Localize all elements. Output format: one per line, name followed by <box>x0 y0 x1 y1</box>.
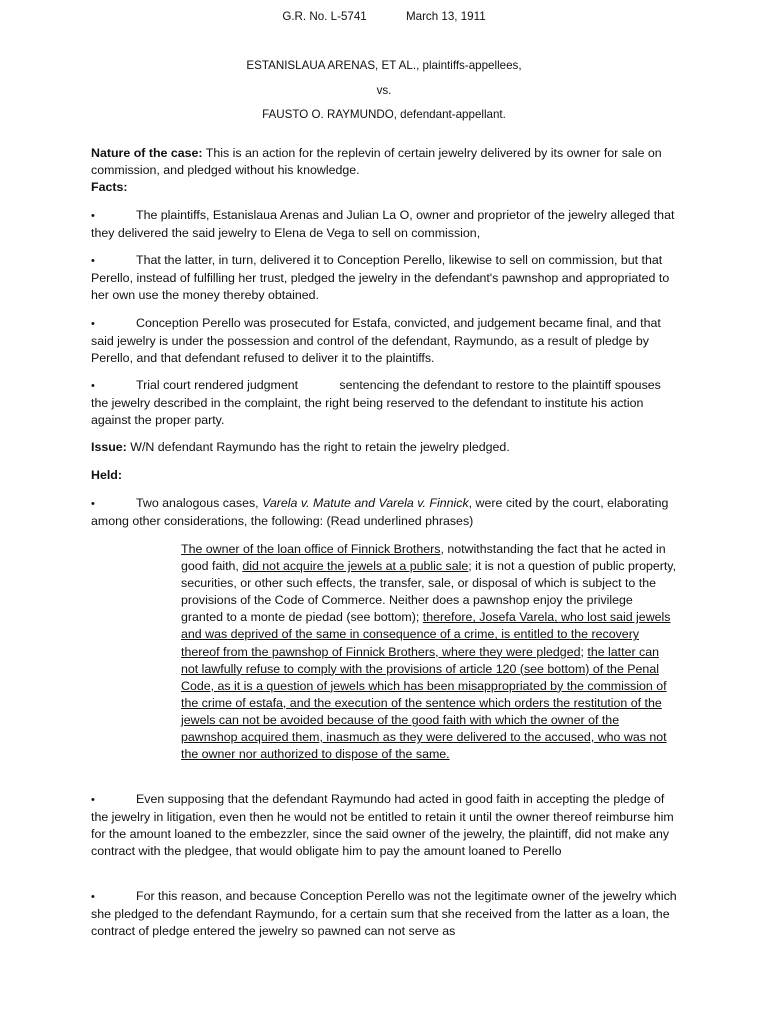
nature-text: This is an action for the replevin of certain jewelry delivered by its owner for sale on commission, and pledged without his knowledge. <box>91 146 662 177</box>
bullet-icon <box>91 315 136 333</box>
held-intro-text: Two analogous cases, <box>136 496 263 510</box>
defendant-line: FAUSTO O. RAYMUNDO, defendant-appellant. <box>262 108 506 121</box>
fact-item-3 <box>91 315 681 367</box>
fact-item-2 <box>91 252 681 304</box>
bullet-icon <box>91 207 136 225</box>
fact-item-1 <box>91 207 681 242</box>
held-intro-text: , were cited by the court, elaborating among other considerations, the following: (Read underlined phrases) <box>91 496 669 528</box>
bullet-icon <box>91 377 136 395</box>
fact-item-4 <box>91 377 681 429</box>
held-heading <box>91 467 681 484</box>
nature-paragraph <box>91 145 681 196</box>
cited-cases: Varela v. Matute and Varela v. Finnick <box>262 496 469 510</box>
underlined-phrase: The owner of the loan office of Finnick Brothers <box>181 542 441 556</box>
bullet-icon <box>91 888 136 906</box>
bullet-icon <box>91 252 136 270</box>
underlined-phrase: the latter can not lawfully refuse to comply with the provisions of article 120 (see bottom) of the Penal Code, as it is a question of jewels which has been misappropriated by the commission of the crime of estafa, and the execution of the sentence which orders the restitution of the jewels can not be avoided because of the good faith with which the owner of the pawnshop acquired them, inasmuch as they were delivered to the accused, who was not the owner nor authorized to dispose of the same. <box>181 644 667 762</box>
underlined-phrase: therefore, Josefa Varela, who lost said jewels and was deprived of the same in consequence of a crime, is entitled to the recovery thereof from the pawnshop of Finnick Brothers, where they were pledged <box>181 610 671 659</box>
held-item-1 <box>91 791 681 860</box>
held-item-2 <box>91 888 681 940</box>
issue-label: Issue: <box>91 440 127 454</box>
quote-text: , notwithstanding the fact that he acted in good faith, <box>181 542 666 574</box>
versus-line: vs. <box>376 84 392 97</box>
issue-paragraph <box>91 439 681 456</box>
bullet-icon <box>91 791 136 809</box>
held-text: For this reason, and because Conception Perello was not the legitimate owner of the jewelry which she pledged to the defendant Raymundo, for a certain sum that she received from the latter as a loan, the contract of pledge entered the jewelry so pawned can not serve as <box>91 889 677 938</box>
fact-text: Trial court rendered judgment sentencing the defendant to restore to the plaintiff spouses the jewelry described in the complaint, the right being reserved to the defendant to institute his action against the proper party. <box>91 378 665 427</box>
held-intro <box>91 495 681 530</box>
issue-text: W/N defendant Raymundo has the right to retain the jewelry pledged. <box>126 440 510 454</box>
facts-label: Facts: <box>91 180 128 194</box>
held-label: Held: <box>91 468 122 482</box>
fact-text: Conception Perello was prosecuted for Estafa, convicted, and judgement became final, and that said jewelry is under the possession and control of the defendant, Raymundo, as a result of pledge by Perello, and that defendant refused to deliver it to the plaintiffs. <box>91 316 661 365</box>
bullet-icon <box>91 495 136 513</box>
case-date: March 13, 1911 <box>405 10 486 23</box>
quoted-passage <box>181 541 677 763</box>
held-text: Even supposing that the defendant Raymundo had acted in good faith in accepting the pledge of the jewelry in litigation, even then he would not be entitled to retain it until the owner thereof reimburse him for the amount loaned to the embezzler, since the said owner of the jewelry, the plaintiff, did not make any contract with the pledgee, that would obligate him to pay the amount loaned to Perello <box>91 792 674 858</box>
case-header <box>0 8 768 25</box>
quote-text: ; <box>580 644 588 659</box>
quote-text: ; it is not a question of public property, securities, or other such effects, the transfer, sale, or disposal of which is subject to the provisions of the Code of Commerce. Neither does a pawnshop enjoy the privilege granted to a monte de piedad (see bottom); <box>181 559 677 625</box>
plaintiffs-line: ESTANISLAUA ARENAS, ET AL., plaintiffs-appellees, <box>246 59 522 72</box>
underlined-phrase: did not acquire the jewels at a public sale <box>242 559 469 574</box>
fact-text: That the latter, in turn, delivered it to Conception Perello, likewise to sell on commission, but that Perello, instead of fulfilling her trust, pledged the jewelry in the defendant's pawnshop and appropriated to her own use the money thereby obtained. <box>91 253 670 302</box>
fact-text: The plaintiffs, Estanislaua Arenas and Julian La O, owner and proprietor of the jewelry alleged that they delivered the said jewelry to Elena de Vega to sell on commission, <box>91 208 675 240</box>
case-number: G.R. No. L-5741 <box>282 10 367 23</box>
nature-label: Nature of the case: <box>91 146 203 160</box>
